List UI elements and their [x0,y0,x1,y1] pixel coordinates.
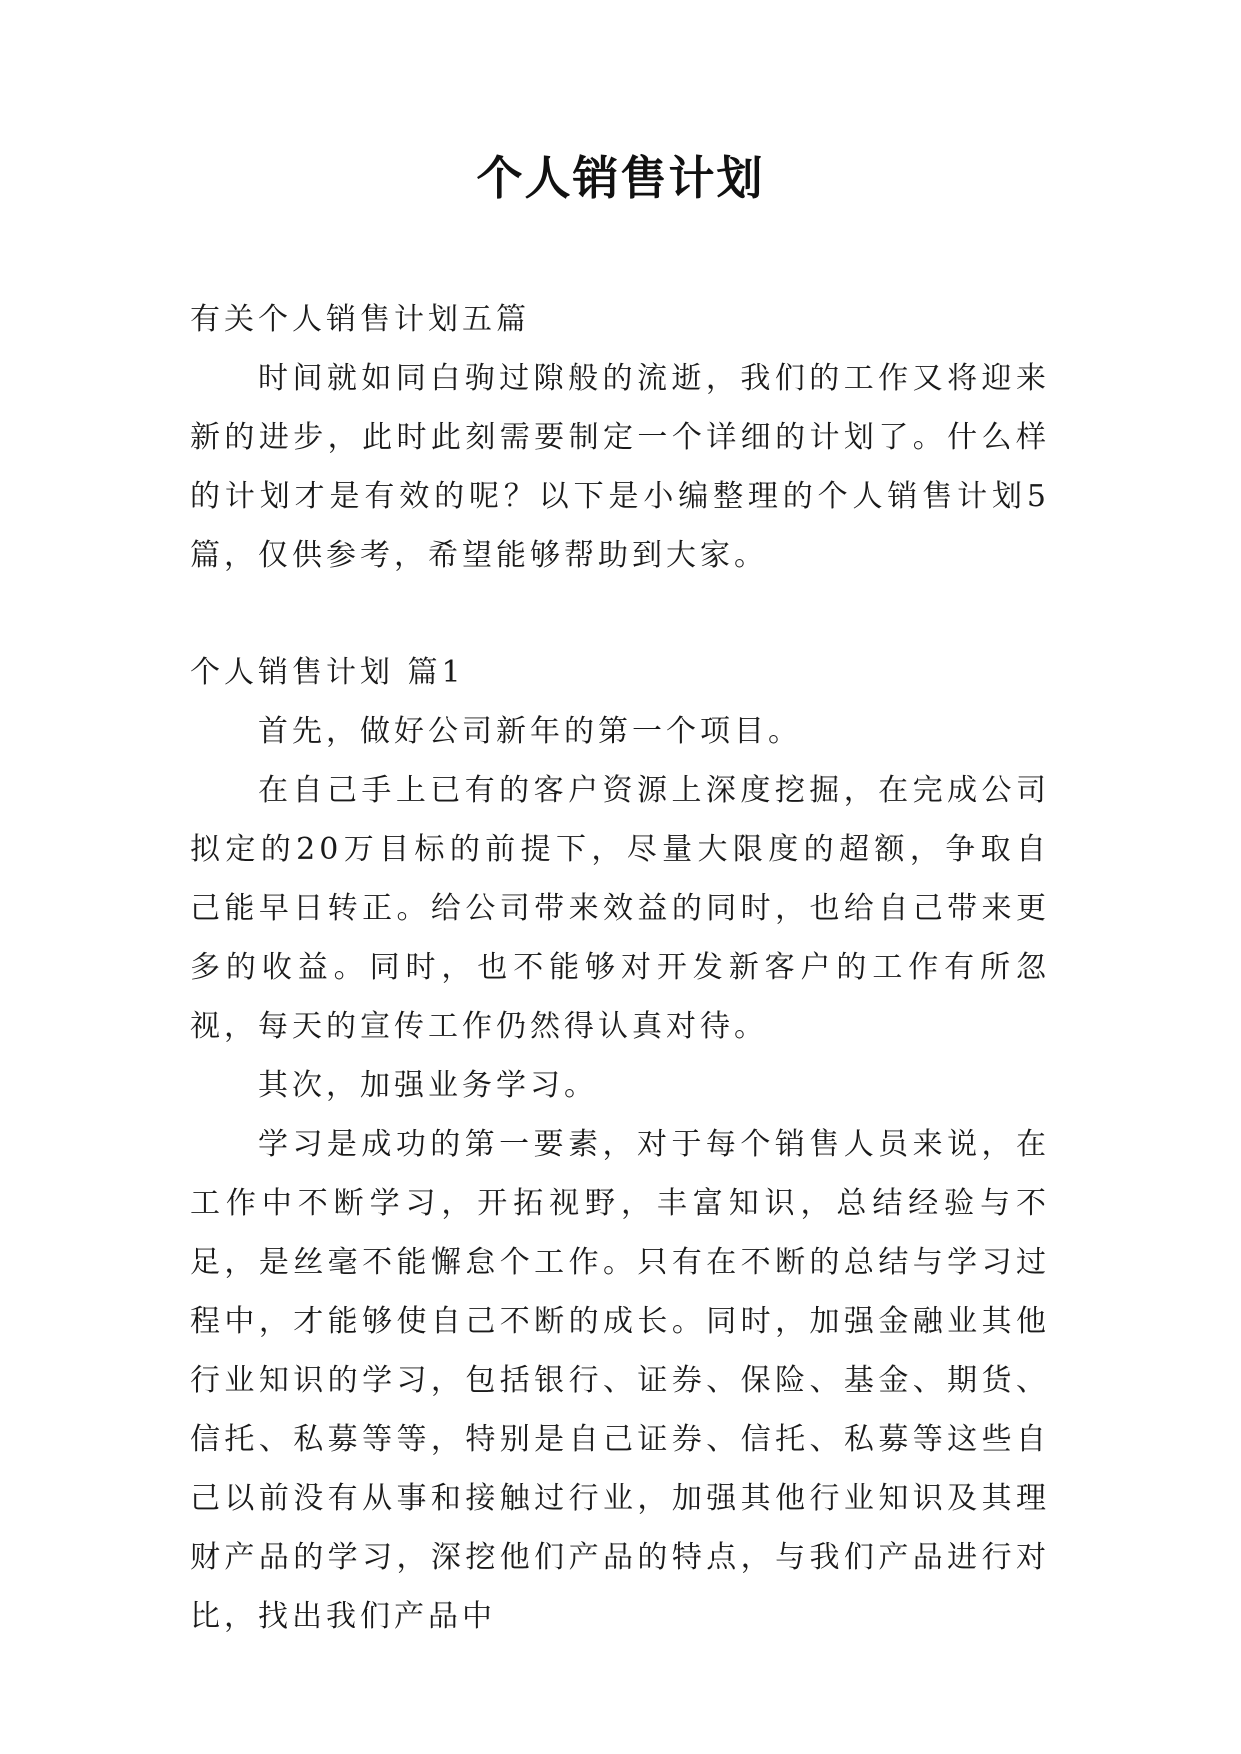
body-paragraph: 学习是成功的第一要素，对于每个销售人员来说，在工作中不断学习，开拓视野，丰富知识，总结经验与不足，是丝毫不能懈怠个工作。只有在不断的总结与学习过程中，才能够使自己不断的成长。同时，加强金融业其他行业知识的学习，包括银行、证券、保险、基金、期货、信托、私募等等，特别是自己证券、信托、私募等这些自己以前没有从事和接触过行业，加强其他行业知识及其理财产品的学习，深挖他们产品的特点，与我们产品进行对比，找出我们产品中 [190,1127,1050,1634]
section-heading: 个人销售计划 篇1 [190,655,465,690]
body-paragraph: 首先，做好公司新年的第一个项目。 [258,714,802,749]
body-paragraph: 在自己手上已有的客户资源上深度挖掘，在完成公司拟定的20万目标的前提下，尽量大限度的超额，争取自己能早日转正。给公司带来效益的同时，也给自己带来更多的收益。同时，也不能够对开发新客户的工作有所忽视，每天的宣传工作仍然得认真对待。 [190,773,1050,1044]
document-title: 个人销售计划 [476,151,765,205]
section-spacer [190,585,1050,643]
body-paragraph: 其次，加强业务学习。 [258,1068,598,1103]
document-body [190,290,1050,1646]
intro-paragraph: 时间就如同白驹过隙般的流逝，我们的工作又将迎来新的进步，此时此刻需要制定一个详细的计划了。什么样的计划才是有效的呢？以下是小编整理的个人销售计划5篇，仅供参考，希望能够帮助到大家。 [190,361,1050,573]
document-subtitle: 有关个人销售计划五篇 [190,302,530,337]
